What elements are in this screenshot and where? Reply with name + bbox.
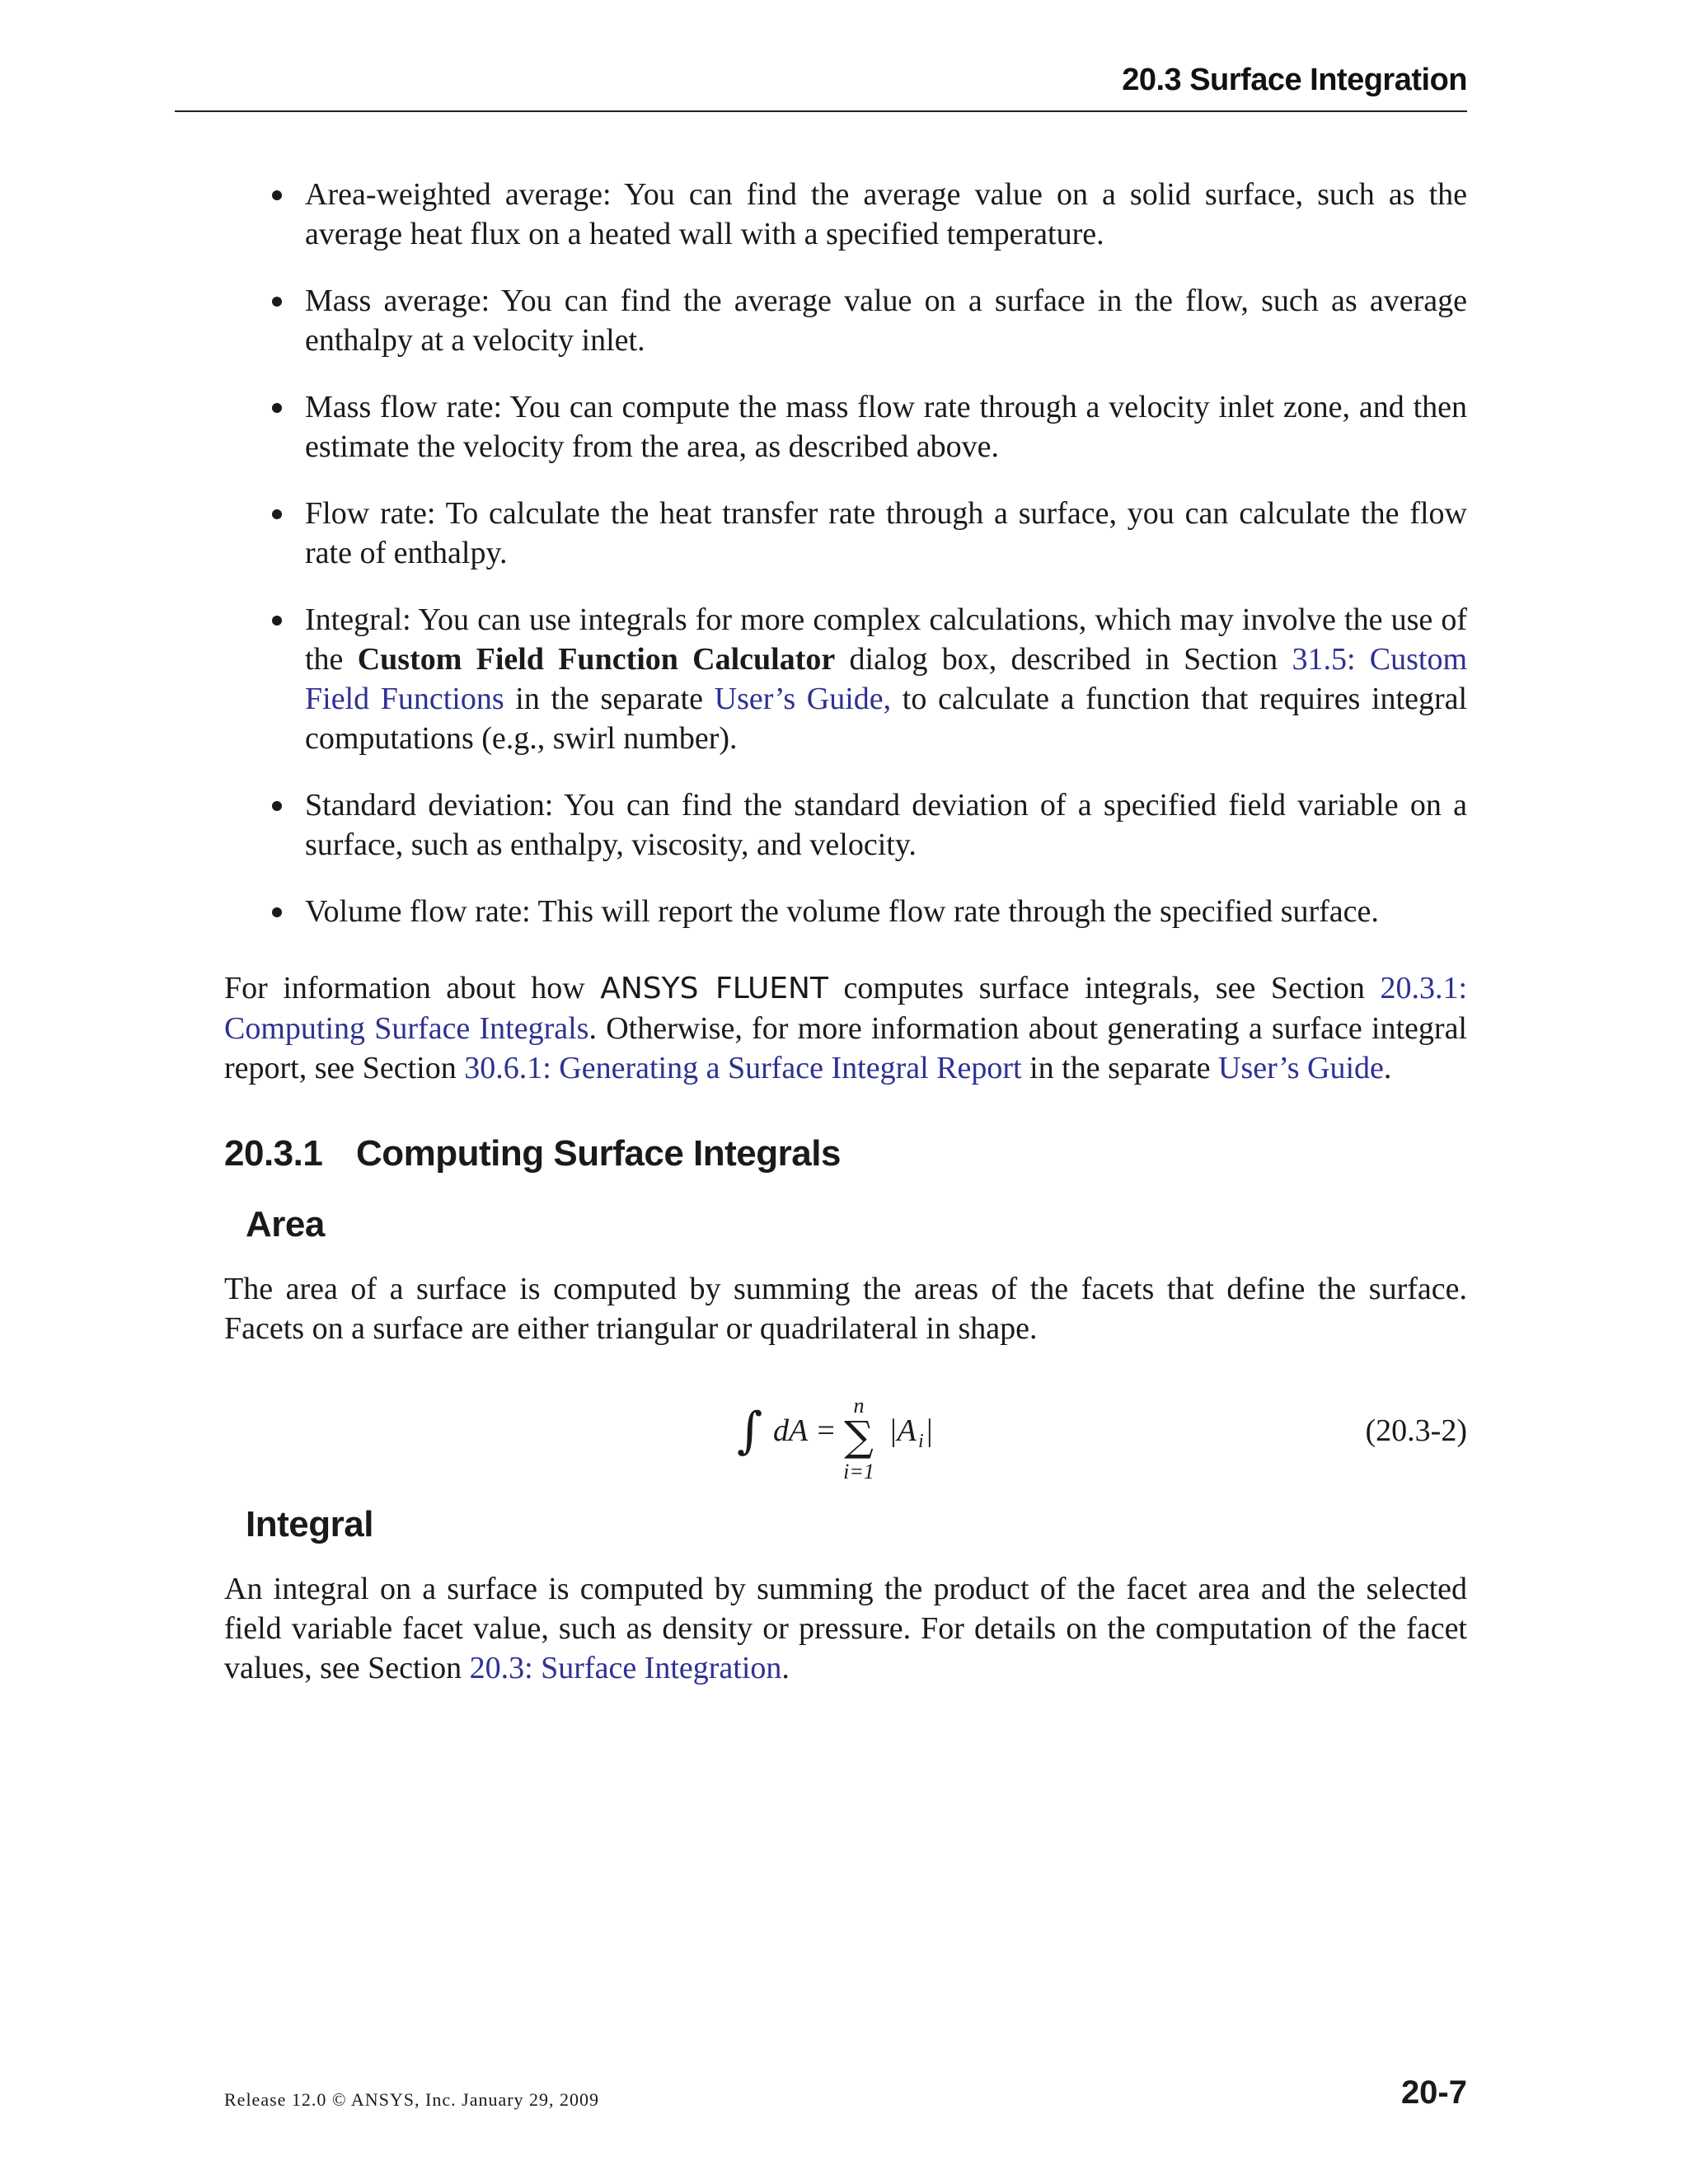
section-number: 20.3.1 (224, 1133, 323, 1174)
list-item: Integral: You can use integrals for more complex calculations, which may involve the use of the Custom Field Function Calculator dialog box, described in Section 31.5: Custom Field Functions in the separate User’s Guide, to calculate a function that requires integral computations (e.g., swirl number). (224, 600, 1467, 758)
running-header (175, 59, 1467, 112)
link-generating-surface-integral-report[interactable]: 30.6.1: Generating a Surface Integral Report (464, 1051, 1022, 1085)
link-users-guide[interactable]: User’s Guide (1218, 1051, 1384, 1085)
equation-block (224, 1381, 1467, 1488)
upper-limit: n (853, 1394, 865, 1418)
dialog-name: Custom Field Function Calculator (357, 642, 836, 677)
list-item: Flow rate: To calculate the heat transfer rate through a surface, you can calculate the flow rate of enthalpy. (224, 494, 1467, 573)
lower-limit: i=1 (843, 1460, 874, 1483)
rhs-close: | (926, 1413, 933, 1448)
link-custom-field-functions[interactable]: 31.5: Custom Field Functions (305, 642, 1468, 716)
page-number: 20-7 (1400, 2074, 1467, 2111)
subheading-integral: Integral (246, 1504, 373, 1544)
list-item: Area-weighted average: You can find the average value on a solid surface, such as the average heat flux on a heated wall with a specified temperature. (224, 175, 1467, 254)
bullet-icon (272, 190, 282, 200)
bullet-icon (272, 403, 282, 413)
area-paragraph: The area of a surface is computed by summing the areas of the facets that define the surface. Facets on a surface are either triangular or quadrilateral in shape. (224, 1272, 1467, 1346)
list-item: Volume flow rate: This will report the volume flow rate through the specified surface. (224, 892, 1467, 931)
equation-rhs: |A (889, 1413, 917, 1448)
bullet-icon (272, 616, 282, 626)
area-equation (224, 1381, 1467, 1488)
equation-lhs: dA = (773, 1413, 837, 1448)
section-heading (224, 1134, 1467, 1174)
footer-release: Release 12.0 © ANSYS, Inc. January 29, 2009 (224, 2089, 600, 2110)
equation-number: (20.3-2) (1365, 1413, 1467, 1448)
summation-sign: ∑ (844, 1413, 874, 1460)
section-title: Computing Surface Integrals (356, 1133, 841, 1174)
rhs-subscript: i (918, 1431, 924, 1452)
bullet-icon (272, 801, 282, 811)
bullet-icon (272, 297, 282, 307)
list-item: Standard deviation: You can find the standard deviation of a specified field variable on a surface, such as enthalpy, viscosity, and velocity. (224, 785, 1467, 865)
product-name: ANSYS FLUENT (600, 972, 828, 1005)
link-surface-integration[interactable]: 20.3: Surface Integration (469, 1651, 782, 1685)
page-content (224, 175, 1467, 1688)
info-paragraph: For information about how ANSYS FLUENT computes surface integrals, see Section 20.3.1: Computing Surface Integrals. Otherwise, for more information about generating a surface integral report, see Section 30.6.1: Generating a Surface Integral Report in the separate User’s Guide. (224, 971, 1468, 1085)
list-item: Mass average: You can find the average value on a surface in the flow, such as average enthalpy at a velocity inlet. (224, 281, 1467, 360)
bullet-icon (272, 907, 282, 917)
list-item: Mass flow rate: You can compute the mass flow rate through a velocity inlet zone, and then estimate the velocity from the area, as described above. (224, 387, 1467, 466)
link-users-guide[interactable]: User’s Guide, (714, 682, 892, 716)
integral-paragraph: An integral on a surface is computed by summing the product of the facet area and the selected field variable facet value, such as density or pressure. For details on the computation of the facet values, see Section 20.3: Surface Integration. (224, 1572, 1467, 1685)
bullet-icon (272, 509, 282, 519)
running-header-title: 20.3 Surface Integration (1122, 63, 1467, 97)
integral-sign: ∫ (737, 1402, 763, 1460)
bullet-list (224, 175, 1467, 931)
link-computing-surface-integrals[interactable]: 20.3.1: Computing Surface Integrals (224, 971, 1468, 1046)
subheading-area: Area (246, 1204, 325, 1244)
